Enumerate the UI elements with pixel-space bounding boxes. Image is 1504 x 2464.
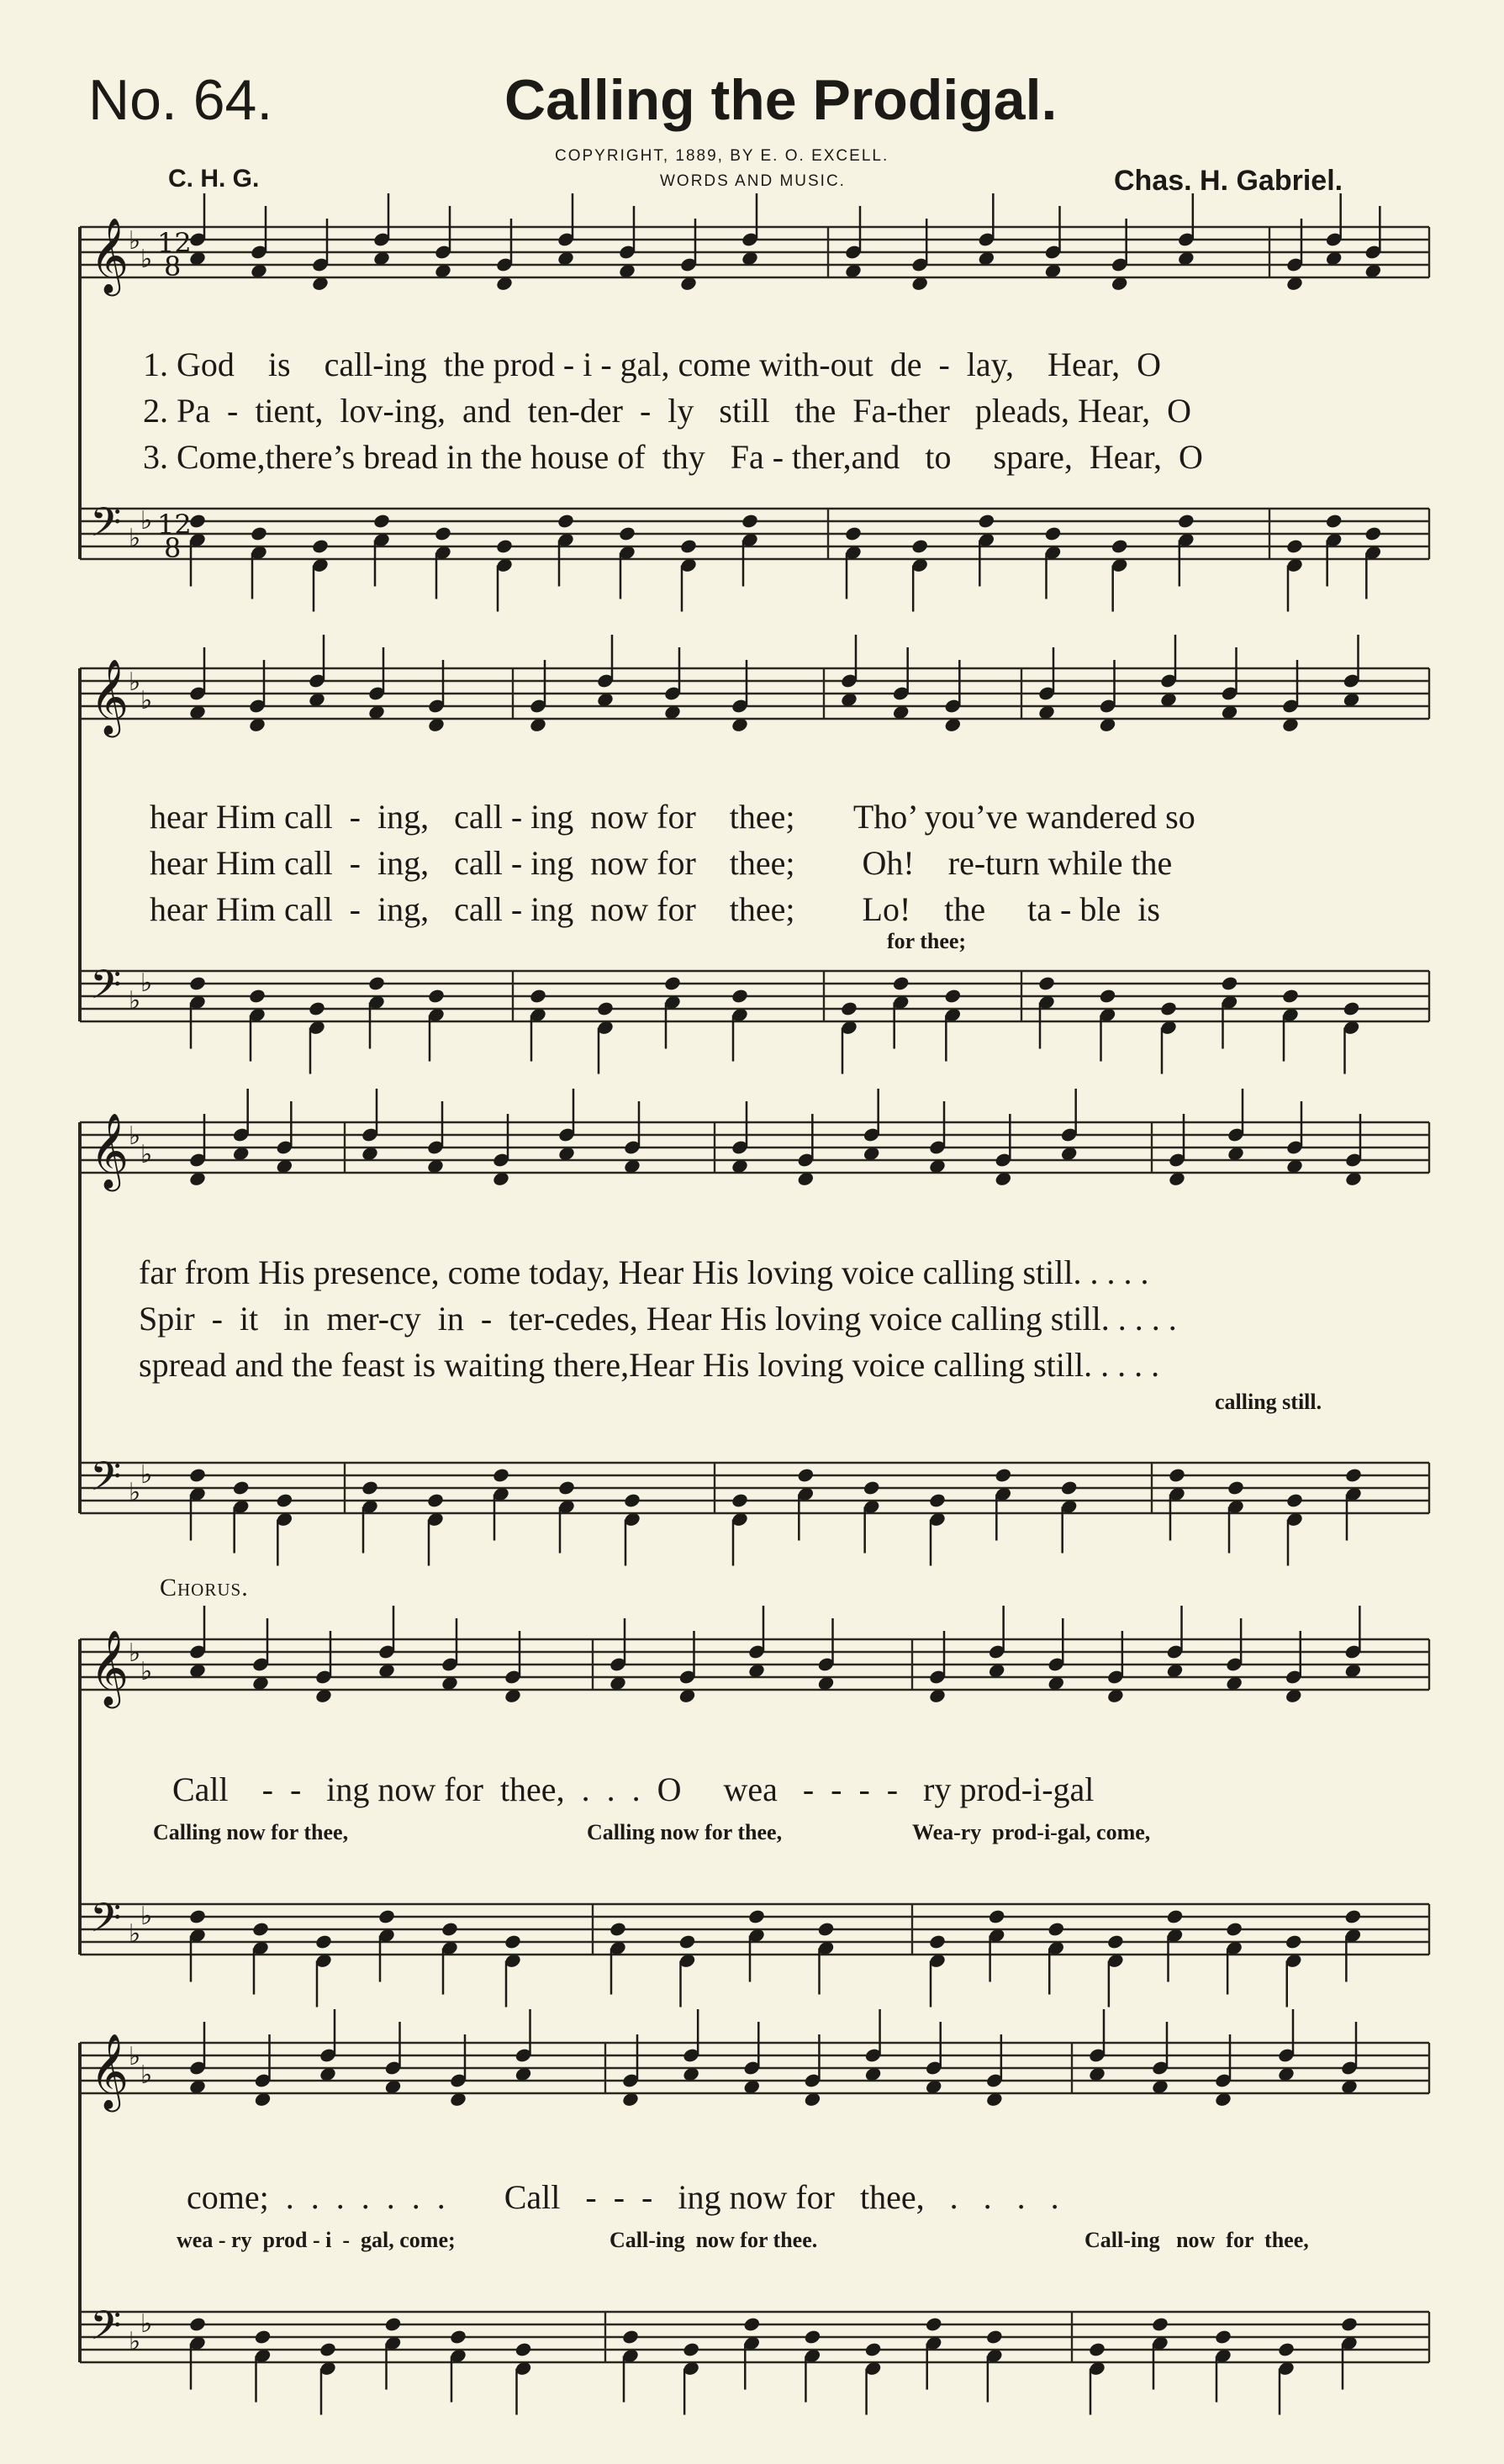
bass-clef-icon: 𝄢 [90,1453,122,1510]
note-head [253,2329,272,2345]
flat-icon: ♭ [140,1657,153,1686]
note-head [1285,1934,1303,1950]
flat-icon: ♭ [129,226,141,256]
note-head [377,1908,396,1925]
verse3-line2: hear Him call - ing, call - ing now for thee; Lo! the ta - ble is [150,890,1160,928]
note-head [731,1492,749,1509]
note-head [863,1480,881,1496]
note-head [1281,988,1300,1005]
note-head [1047,1921,1065,1938]
flat-icon: ♭ [129,1478,141,1507]
note-head [623,1492,641,1509]
note-head [1325,513,1343,530]
note-head [441,1921,459,1938]
verse2-line2: hear Him call - ing, call - ing now for thee; Oh! re-turn while the [150,844,1173,882]
note-head [1043,525,1062,542]
note-head [529,988,547,1005]
note-head [925,2316,943,2333]
note-head [1037,975,1056,992]
flat-icon: ♭ [140,968,153,998]
treble-clef-icon: 𝄞 [90,2034,129,2109]
flat-icon: ♭ [129,1638,141,1668]
note-head [188,2316,207,2333]
note-head [1285,1492,1304,1509]
verse3-line3: spread and the feast is waiting there,Hear His loving voice calling still. . . . . [139,1346,1160,1384]
note-head [796,1467,815,1484]
note-head [663,975,682,992]
flat-icon: ♭ [129,524,141,553]
note-head [308,1000,326,1017]
note-head [1088,2341,1106,2358]
note-head [427,988,446,1005]
verse1-line2: hear Him call - ing, call - ing now for thee; Tho’ you’ve wandered so [150,798,1195,836]
bass-clef-icon: 𝄢 [90,499,122,556]
note-head [361,1480,379,1496]
note-head [319,2341,337,2358]
note-head [1343,1908,1362,1925]
note-head [426,1492,445,1509]
verse1-line3: far from His presence, come today, Hear His loving voice calling still. . . . . [139,1253,1149,1291]
note-head [188,975,207,992]
note-head [816,1921,835,1938]
flat-icon: ♭ [140,2060,153,2090]
note-head [383,2316,402,2333]
note-head [678,1934,696,1950]
flat-icon: ♭ [140,506,153,536]
lyricist-credit: C. H. G. [168,165,260,193]
chorus-cue-2a: wea - ry prod - i - gal, come; [177,2228,456,2252]
note-head [275,1492,293,1509]
chorus-line2: come; . . . . . . . Call - - - ing now for thee, . . . . [187,2178,1059,2216]
note-head [1111,538,1129,555]
treble-clef-icon: 𝄞 [90,659,129,735]
flat-icon: ♭ [129,986,141,1016]
note-head [840,1000,858,1017]
note-head [557,513,575,530]
note-head [928,1492,947,1509]
note-head [1342,1000,1360,1017]
note-head [251,1921,270,1938]
treble-clef-icon: 𝄞 [90,218,129,293]
note-head [621,2329,640,2345]
flat-icon: ♭ [140,1902,153,1931]
note-head [1165,1908,1184,1925]
flat-icon: ♭ [140,686,153,715]
note-head [618,525,636,542]
treble-clef-icon: 𝄞 [90,1630,129,1706]
staff-lines [80,227,1429,2362]
note-head [248,988,266,1005]
chorus-cue-1c: Wea-ry prod-i-gal, come, [912,1820,1151,1844]
note-head [988,1908,1006,1925]
note-head [994,1467,1012,1484]
chorus-label: Chorus. [160,1574,249,1601]
note-head [504,1934,522,1950]
copyright-words-music: WORDS AND MUSIC. [660,172,846,190]
composer-credit: Chas. H. Gabriel. [1114,165,1343,197]
note-head [1225,1921,1243,1938]
note-head [1277,2341,1296,2358]
note-head [892,975,910,992]
note-head [742,2316,761,2333]
note-head [1344,1467,1363,1484]
note-head [1159,1000,1178,1017]
note-head [1227,1480,1245,1496]
time-signature-bottom: 8 [164,532,182,564]
chorus-cue-2b: Call-ing now for thee. [610,2228,818,2252]
note-head [434,525,452,542]
note-head [985,2329,1004,2345]
note-head [492,1467,510,1484]
chorus-cue-1a: Calling now for thee, [153,1820,349,1844]
cue-calling-still: calling still. [1215,1390,1322,1414]
flat-icon: ♭ [129,1121,141,1151]
note-head [1364,525,1382,542]
note-head [910,538,929,555]
copyright-line: COPYRIGHT, 1889, BY E. O. EXCELL. [555,147,889,165]
note-head [1060,1480,1079,1496]
flat-icon: ♭ [129,2042,141,2071]
note-head [1151,2316,1169,2333]
note-head [557,1480,576,1496]
note-head [596,1000,615,1017]
time-signature-top: 12 [157,227,192,259]
chorus-cue-1b: Calling now for thee, [587,1820,783,1844]
cue-for-thee: for thee; [887,929,967,953]
note-head [863,2341,882,2358]
verse2-line3: Spir - it in mer-cy in - ter-cedes, Hear His loving voice calling still. . . . . [139,1300,1177,1338]
flat-icon: ♭ [140,2309,153,2339]
note-head [372,513,391,530]
note-head [1220,975,1238,992]
note-head [232,1480,251,1496]
note-head [928,1934,947,1950]
bass-clef-icon: 𝄢 [90,1894,122,1951]
flat-icon: ♭ [140,1140,153,1169]
chorus-cue-2c: Call-ing now for thee, [1084,2228,1309,2252]
bass-clef-icon: 𝄢 [90,961,122,1018]
treble-clef-icon: 𝄞 [90,1113,129,1189]
note-head [731,988,749,1005]
note-head [314,1934,333,1950]
time-signature-top: 12 [157,509,192,541]
note-head [1214,2329,1232,2345]
note-head [250,525,268,542]
bass-clef-icon: 𝄢 [90,2302,122,2359]
note-head [682,2341,700,2358]
flat-icon: ♭ [129,2327,141,2356]
chorus-line1: Call - - ing now for thee, . . . O wea - - - - ry prod-i-gal [172,1770,1095,1808]
note-head [495,538,514,555]
note-head [1098,988,1116,1005]
verse2-line1: 2. Pa - tient, lov-ing, and ten-der - ly still the Fa-ther pleads, Hear, O [143,392,1191,430]
note-head [977,513,995,530]
note-head [514,2341,532,2358]
hymn-title: Calling the Prodigal. [504,68,1058,132]
note-head [1177,513,1195,530]
note-head [943,988,962,1005]
note-head [609,1921,627,1938]
verse1-line1: 1. God is call-ing the prod - i - gal, come with-out de - lay, Hear, O [143,346,1162,383]
flat-icon: ♭ [140,245,153,274]
flat-icon: ♭ [140,1460,153,1490]
note-head [367,975,386,992]
time-signature-bottom: 8 [164,251,182,282]
note-head [1168,1467,1186,1484]
note-head [311,538,330,555]
note-head [844,525,863,542]
note-head [679,538,698,555]
note-head [1285,538,1304,555]
note-head [449,2329,467,2345]
hymn-number: No. 64. [88,68,273,132]
note-head [1340,2316,1359,2333]
note-head [803,2329,821,2345]
verse3-line1: 3. Come,there’s bread in the house of thy Fa - ther,and to spare, Hear, O [143,438,1203,476]
note-head [188,1467,207,1484]
note-head [741,513,759,530]
note-head [188,1908,207,1925]
note-head [1106,1934,1125,1950]
flat-icon: ♭ [129,1919,141,1949]
note-head [747,1908,766,1925]
flat-icon: ♭ [129,667,141,697]
